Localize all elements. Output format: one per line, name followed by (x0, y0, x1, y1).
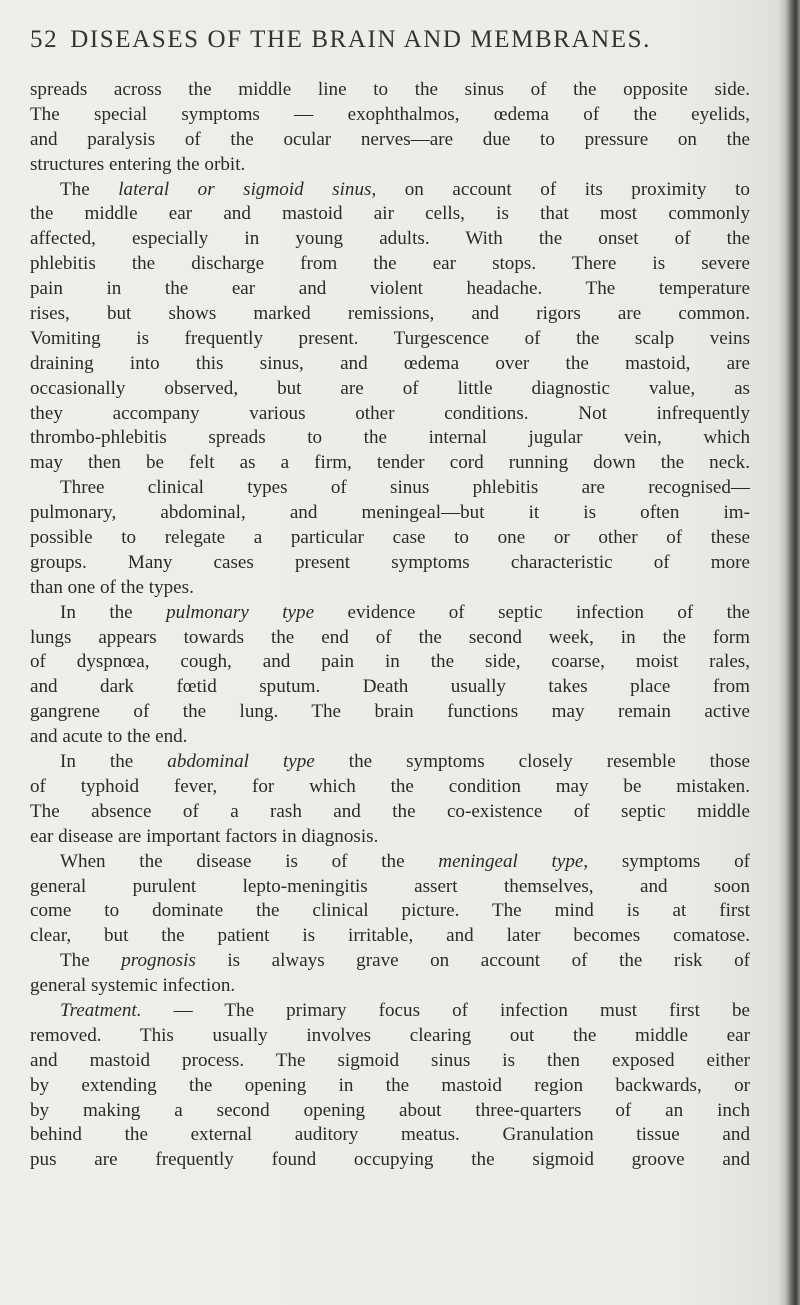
italic-term: pulmonary type (166, 601, 315, 623)
text-line: pain in the ear and violent headache. The temperature (30, 278, 750, 300)
italic-term: lateral or sigmoid sinus (118, 178, 372, 200)
text-line: pulmonary, abdominal, and meningeal—but it is often im- (30, 502, 750, 524)
text-line: In the pulmonary type evidence of septic infection of the (60, 601, 751, 623)
text-line: may then be felt as a firm, tender cord running down the neck. (30, 452, 750, 474)
italic-term: meningeal type (438, 850, 584, 872)
text-line: of typhoid fever, for which the condition may be mistaken. (30, 775, 750, 797)
text-line: general purulent lepto-meningitis assert themselves, and soon (30, 875, 750, 897)
running-title: DISEASES OF THE BRAIN AND MEMBRANES. (70, 26, 652, 53)
text-line: lungs appears towards the end of the second week, in the form (30, 626, 750, 648)
text-line: and paralysis of the ocular nerves—are due to pressure on the (30, 128, 750, 150)
text-line: groups. Many cases present symptoms characteristic of more (30, 551, 750, 573)
text-line: and acute to the end. (30, 726, 188, 748)
text-line: of dyspnœa, cough, and pain in the side, coarse, moist rales, (30, 651, 750, 673)
text-line: by extending the opening in the mastoid region backwards, or (30, 1074, 750, 1096)
text-line: draining into this sinus, and œdema over the mastoid, are (30, 352, 750, 374)
italic-term: abdominal type (167, 751, 315, 773)
italic-term: prognosis (121, 950, 196, 972)
text-line: rises, but shows marked remissions, and rigors are common. (30, 303, 750, 325)
text-line: and dark fœtid sputum. Death usually takes place from (30, 676, 750, 698)
text-line: general systemic infection. (30, 975, 236, 997)
page-binding-edge (778, 0, 800, 1305)
text-line: The absence of a rash and the co-existence of septic middle (30, 800, 750, 822)
text-line: The prognosis is always grave on account of the risk of (60, 950, 750, 972)
text-line: gangrene of the lung. The brain functions may remain active (30, 701, 750, 723)
text-line: pus are frequently found occupying the sigmoid groove and (30, 1149, 750, 1171)
text-line: possible to relegate a particular case to one or other of these (30, 527, 750, 549)
text-line: come to dominate the clinical picture. The mind is at first (30, 900, 750, 922)
text-line: Three clinical types of sinus phlebitis are recognised— (60, 477, 750, 499)
text-line: spreads across the middle line to the sinus of the opposite side. (30, 79, 750, 100)
body-text (30, 78, 750, 1173)
text-line: When the disease is of the meningeal type, symptoms of (60, 850, 750, 872)
text-line: structures entering the orbit. (30, 153, 246, 175)
text-line: the middle ear and mastoid air cells, is that most commonly (30, 203, 750, 225)
text-line: by making a second opening about three-quarters of an inch (30, 1099, 750, 1121)
text-line: Treatment. — The primary focus of infection must first be (60, 999, 750, 1021)
text-line: removed. This usually involves clearing out the middle ear (30, 1024, 750, 1046)
text-line: than one of the types. (30, 576, 194, 598)
text-line: and mastoid process. The sigmoid sinus is then exposed either (30, 1049, 750, 1071)
page-header (30, 26, 750, 54)
text-line: The lateral or sigmoid sinus, on account of its proximity to (60, 178, 750, 200)
text-line: Vomiting is frequently present. Turgescence of the scalp veins (30, 327, 750, 349)
text-line: The special symptoms — exophthalmos, œdema of the eyelids, (30, 103, 750, 125)
text-line: ear disease are important factors in diagnosis. (30, 825, 379, 847)
text-line: occasionally observed, but are of little diagnostic value, as (30, 377, 750, 399)
italic-term: Treatment. (60, 999, 142, 1021)
text-line: clear, but the patient is irritable, and later becomes comatose. (30, 925, 750, 947)
text-line: affected, especially in young adults. With the onset of the (30, 228, 750, 250)
text-line: behind the external auditory meatus. Granulation tissue and (30, 1124, 750, 1146)
page-number: 52 (30, 26, 59, 53)
text-line: they accompany various other conditions. Not infrequently (30, 402, 750, 424)
text-line: phlebitis the discharge from the ear stops. There is severe (30, 253, 750, 275)
text-line: In the abdominal type the symptoms closely resemble those (60, 751, 750, 773)
text-line: thrombo-phlebitis spreads to the internal jugular vein, which (30, 427, 750, 449)
